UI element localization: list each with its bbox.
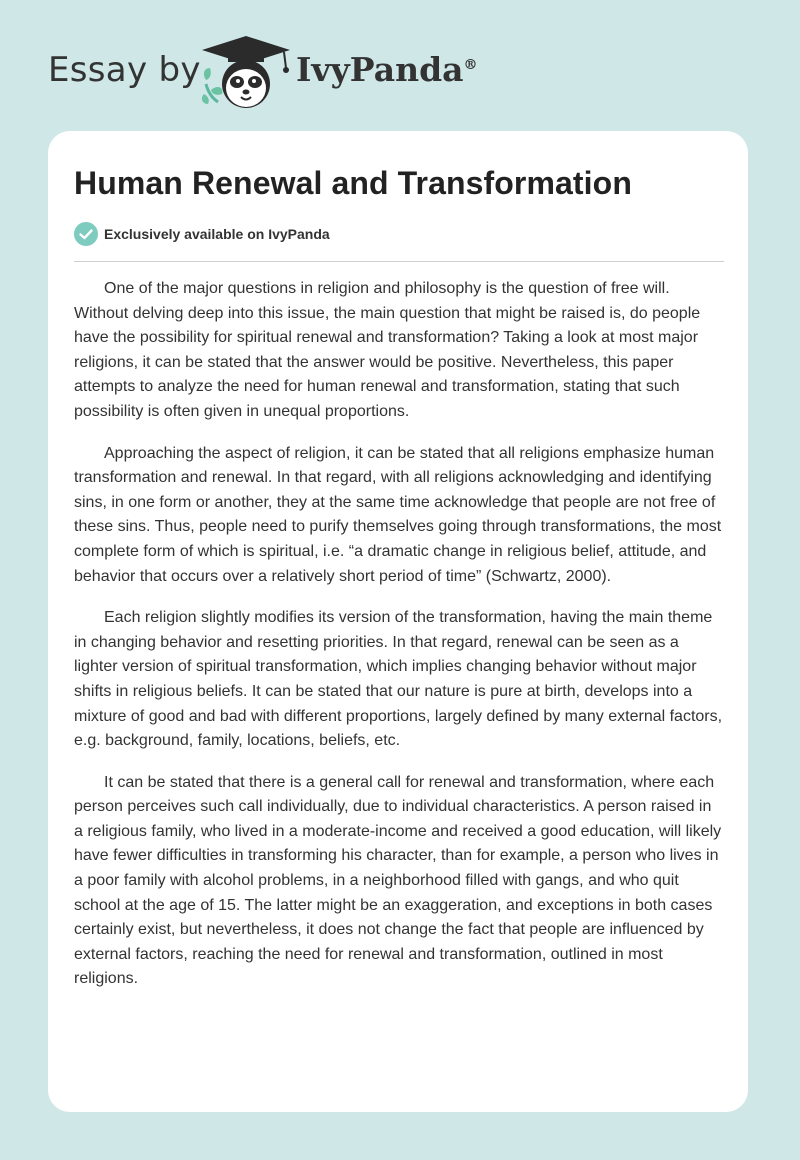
divider — [74, 261, 724, 262]
paragraph: Each religion slightly modifies its version of the transformation, having the main theme in changing behavior and resetting priorities. In that regard, renewal can be seen as a lighter version of spiritual transformation, which implies changing behavior without major shifts in religious beliefs. It can be stated that our nature is pure at birth, develops into a mixture of good and bad with different proportions, largely defined by many external factors, e.g. background, family, locations, beliefs, etc. — [74, 609, 723, 750]
registered-mark: ® — [463, 57, 478, 73]
paragraph: One of the major questions in religion and philosophy is the question of free will. Without delving deep into this issue, the main question that might be raised is, do people have the possibility for spiritual renewal and transformation? Taking a look at most major religions, it can be stated that the answer would be positive. Nevertheless, this paper attempts to analyze the need for human renewal and transformation, stating that such possibility is often given in unequal proportions. — [74, 280, 701, 420]
page-title: Human Renewal and Transformation — [74, 165, 632, 201]
panda-graduate-icon[interactable] — [198, 34, 294, 110]
exclusive-badge — [74, 222, 330, 246]
brand-name[interactable]: IvyPanda® — [296, 50, 478, 89]
brand-prefix: Essay by — [48, 50, 201, 90]
essay-body — [74, 277, 724, 1009]
paragraph: It can be stated that there is a general call for renewal and transformation, where each person perceives such call individually, due to individual characteristics. A person raised in a religious family, who lived in a moderate-income and received a good education, will likely have fewer difficulties in transforming his character, than for example, a person who lives in a poor family with alcohol problems, in a neighborhood filled with gangs, and who quit school at the age of 15. The latter might be an exaggeration, and exceptions in both cases certainly exist, but nevertheless, it does not change the fact that people are influenced by external factors, reaching the need for renewal and transformation, outlined in most religions. — [74, 773, 722, 988]
check-circle-icon — [74, 222, 98, 246]
badge-text: Exclusively available on IvyPanda — [104, 226, 330, 242]
paragraph: Approaching the aspect of religion, it can be stated that all religions emphasize human transformation and renewal. In that regard, with all religions acknowledging and identifying sins, in one form or another, they at the same time acknowledge that people are not free of these sins. Thus, people need to purify themselves going through transformations, the most complete form of which is spiritual, i.e. “a dramatic change in religious belief, attitude, and behavior that occurs over a relatively short period of time” (Schwartz, 2000). — [74, 444, 722, 585]
essay-card — [48, 131, 748, 1112]
site-header — [0, 0, 800, 130]
